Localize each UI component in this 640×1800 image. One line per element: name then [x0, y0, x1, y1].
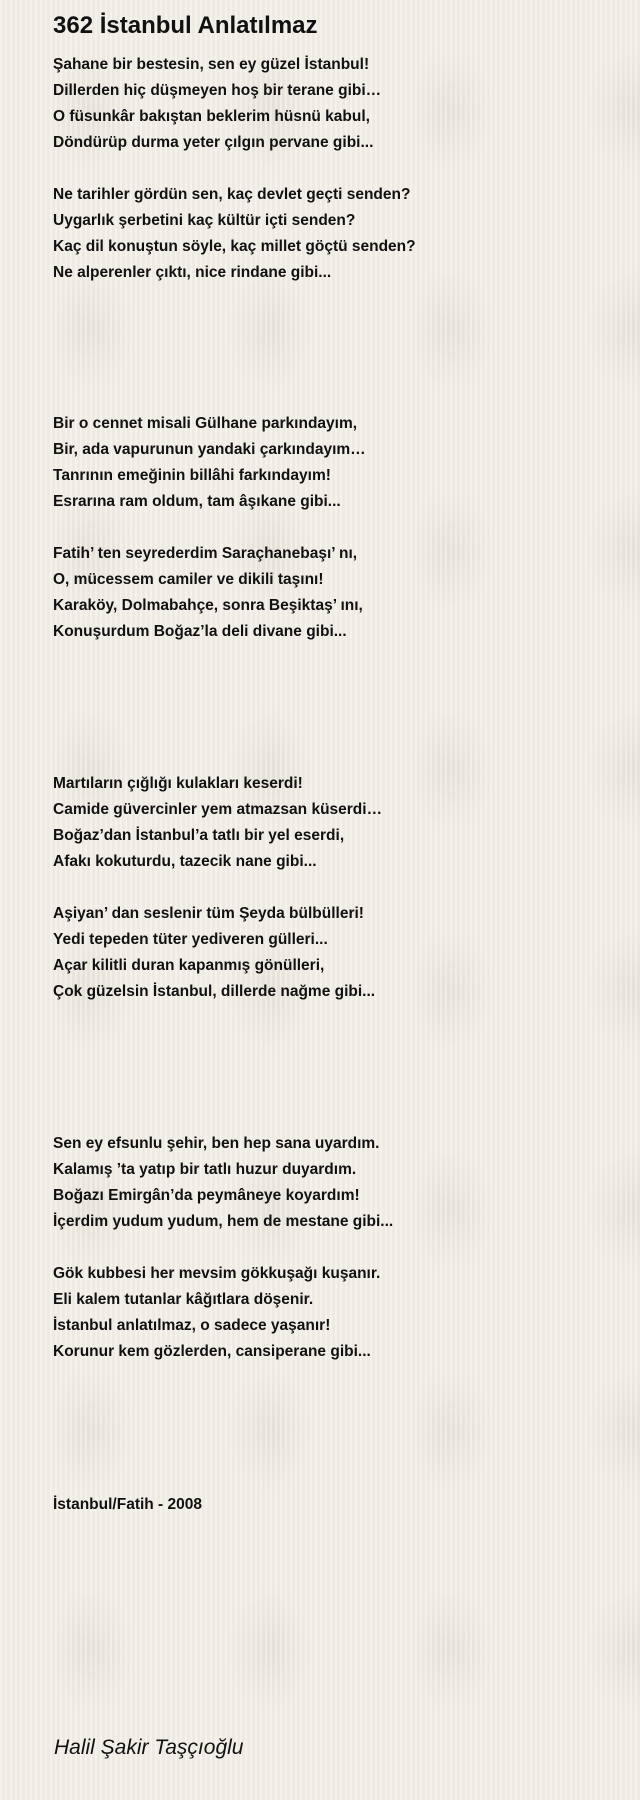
stanza-1	[53, 52, 381, 156]
poem-line: Döndürüp durma yeter çılgın pervane gibi...	[53, 134, 374, 151]
stanza-8	[53, 1261, 380, 1365]
stanza-4	[53, 541, 363, 645]
poem-line: Fatih’ ten seyrederdim Saraçhanebaşı’ nı,	[53, 545, 358, 562]
poem-title: 362 İstanbul Anlatılmaz	[53, 12, 318, 39]
poem-line: Esrarına ram oldum, tam âşıkane gibi...	[53, 493, 341, 510]
poem-line: Uygarlık şerbetini kaç kültür içti senden?	[53, 212, 356, 229]
poem-author: Halil Şakir Taşçıoğlu	[54, 1736, 244, 1759]
poem-line: Aşiyan’ dan seslenir tüm Şeyda bülbülleri!	[53, 905, 364, 922]
poem-line: Ne tarihler gördün sen, kaç devlet geçti senden?	[53, 186, 411, 203]
poem-line: Bir o cennet misali Gülhane parkındayım,	[53, 415, 358, 432]
poem-line: O, mücessem camiler ve dikili taşını!	[53, 571, 324, 588]
poem-line: Afakı kokuturdu, tazecik nane gibi...	[53, 853, 317, 870]
poem-line: Kalamış ’ta yatıp bir tatlı huzur duyardım.	[53, 1161, 357, 1178]
stanza-3	[53, 411, 366, 515]
poem-line: Eli kalem tutanlar kâğıtlara döşenir.	[53, 1291, 314, 1308]
poem-line: Çok güzelsin İstanbul, dillerde nağme gibi...	[53, 983, 376, 1000]
poem-line: Dillerden hiç düşmeyen hoş bir terane gibi…	[53, 82, 382, 99]
poem-line: Ne alperenler çıktı, nice rindane gibi...	[53, 264, 332, 281]
poem-line: Camide güvercinler yem atmazsan küserdi…	[53, 801, 383, 818]
poem-line: Sen ey efsunlu şehir, ben hep sana uyardım.	[53, 1135, 380, 1152]
poem-line: Tanrının emeğinin billâhi farkındayım!	[53, 467, 331, 484]
stanza-7	[53, 1131, 393, 1235]
poem-line: Martıların çığlığı kulakları keserdi!	[53, 775, 303, 792]
poem-line: Karaköy, Dolmabahçe, sonra Beşiktaş’ ını,	[53, 597, 363, 614]
poem-line: Açar kilitli duran kapanmış gönülleri,	[53, 957, 325, 974]
poem-line: Bir, ada vapurunun yandaki çarkındayım…	[53, 441, 366, 458]
poem-line: İstanbul anlatılmaz, o sadece yaşanır!	[53, 1317, 331, 1334]
poem-line: Korunur kem gözlerden, cansiperane gibi...	[53, 1343, 371, 1360]
poem-line: Boğaz’dan İstanbul’a tatlı bir yel eserdi,	[53, 827, 345, 844]
poem-line: Yedi tepeden tüter yediveren gülleri...	[53, 931, 328, 948]
poem-line: İçerdim yudum yudum, hem de mestane gibi...	[53, 1213, 394, 1230]
poem-line: Boğazı Emirgân’da peymâneye koyardım!	[53, 1187, 360, 1204]
poem-line: Konuşurdum Boğaz’la deli divane gibi...	[53, 623, 347, 640]
poem-line: Kaç dil konuştun söyle, kaç millet göçtü senden?	[53, 238, 416, 255]
stanza-6	[53, 901, 375, 1005]
stanza-2	[53, 182, 416, 286]
poem-place-date: İstanbul/Fatih - 2008	[53, 1496, 203, 1513]
poem-line: O füsunkâr bakıştan beklerim hüsnü kabul,	[53, 108, 370, 125]
poem-line: Şahane bir bestesin, sen ey güzel İstanbul!	[53, 56, 370, 73]
poem-line: Gök kubbesi her mevsim gökkuşağı kuşanır.	[53, 1265, 381, 1282]
stanza-5	[53, 771, 382, 875]
